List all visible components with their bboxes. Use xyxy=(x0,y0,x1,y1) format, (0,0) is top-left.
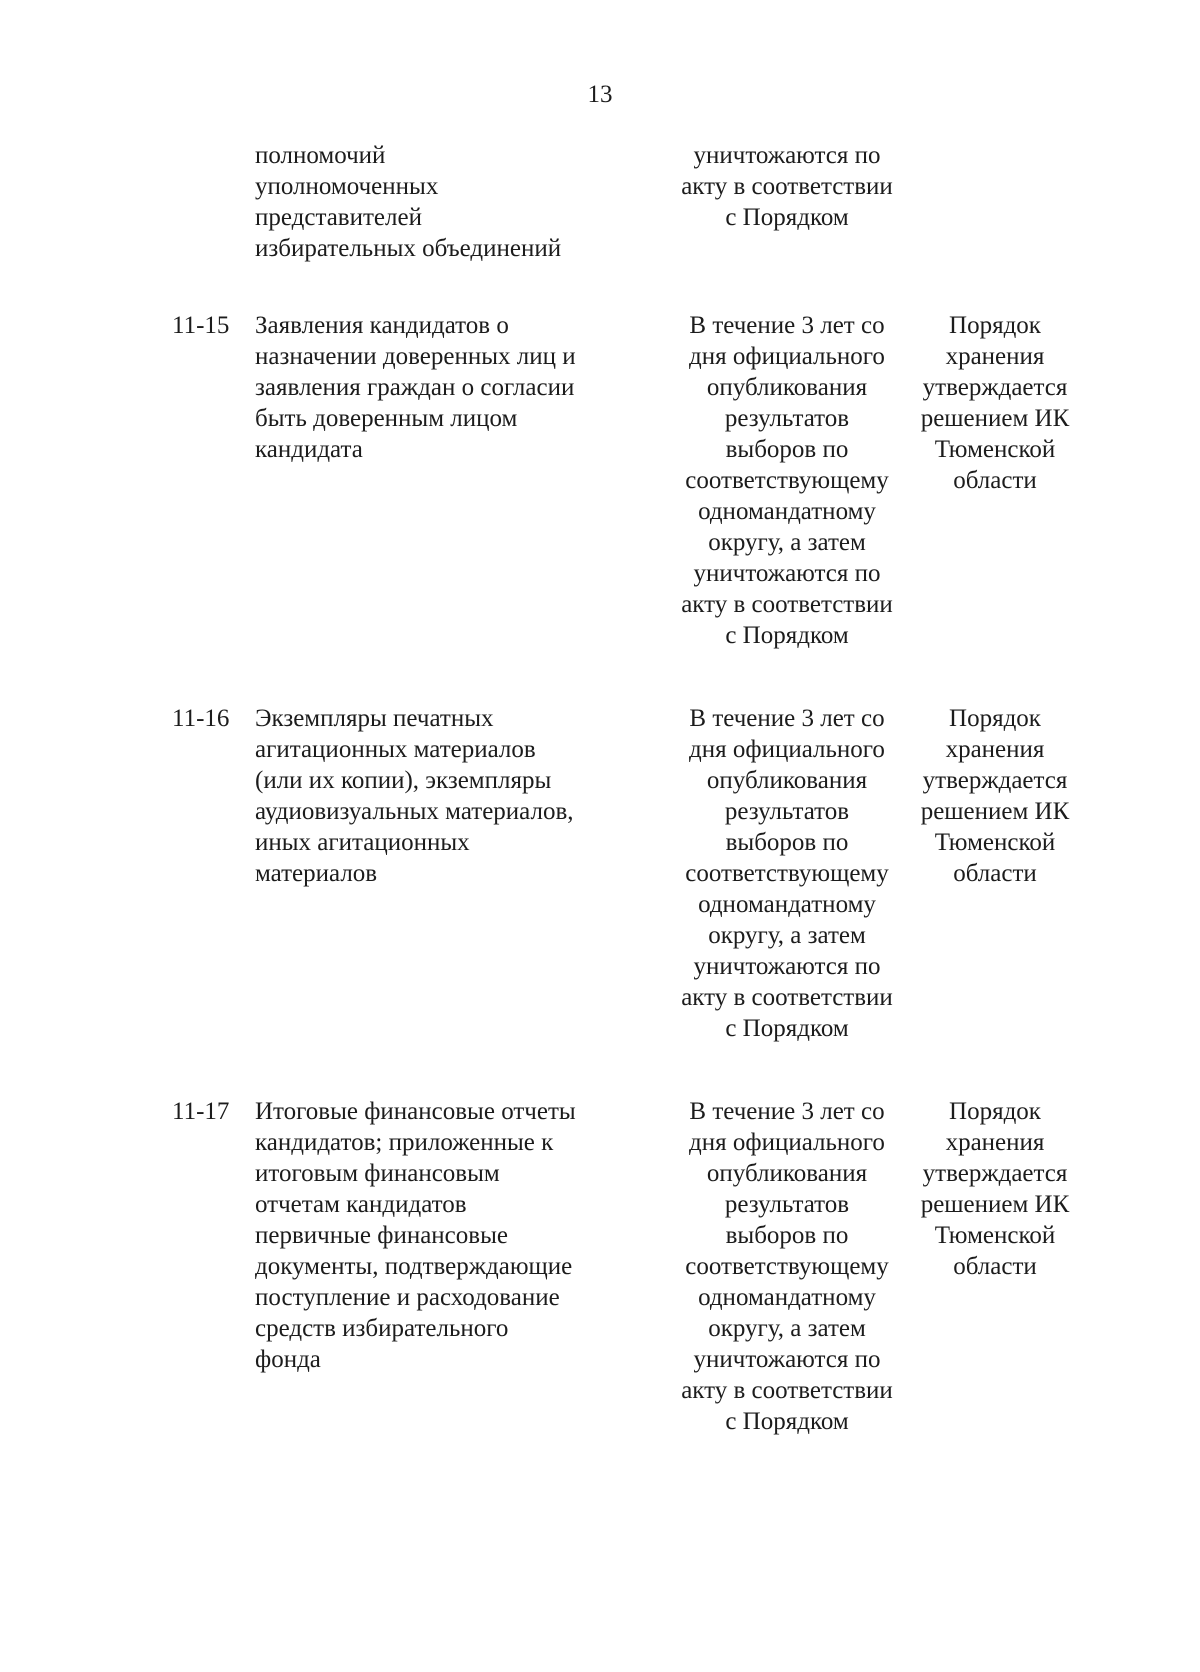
term-line: с Порядком xyxy=(725,1015,849,1042)
note-line: Порядок xyxy=(949,705,1041,732)
document-line: документы, подтверждающие xyxy=(255,1253,573,1280)
storage-term xyxy=(652,310,922,651)
term-line: уничтожаются по xyxy=(693,560,881,587)
note-line: утверждается xyxy=(922,374,1068,401)
storage-note xyxy=(905,1096,1085,1282)
note-line: области xyxy=(953,467,1037,494)
term-line: акту в соответствии xyxy=(681,173,893,200)
note-line: области xyxy=(953,860,1037,887)
note-line: Тюменской xyxy=(934,1222,1056,1249)
note-line: решением ИК xyxy=(920,405,1070,432)
note-line: хранения xyxy=(945,736,1045,763)
document-line: быть доверенным лицом xyxy=(255,405,518,432)
document-line: полномочий xyxy=(255,142,386,169)
document-title xyxy=(255,703,635,889)
term-line: В течение 3 лет со xyxy=(689,312,885,339)
term-line: выборов по xyxy=(725,1222,849,1249)
note-line: утверждается xyxy=(922,767,1068,794)
document-line: итоговым финансовым xyxy=(255,1160,500,1187)
document-line: уполномоченных xyxy=(255,173,439,200)
document-line: фонда xyxy=(255,1346,321,1373)
term-line: одномандатному xyxy=(698,891,876,918)
document-line: агитационных материалов xyxy=(255,736,536,763)
term-line: акту в соответствии xyxy=(681,591,893,618)
term-line: соответствующему xyxy=(685,860,889,887)
term-line: соответствующему xyxy=(685,467,889,494)
note-line: решением ИК xyxy=(920,798,1070,825)
term-line: округу, а затем xyxy=(708,922,866,949)
term-line: опубликования xyxy=(706,374,868,401)
document-line: средств избирательного xyxy=(255,1315,509,1342)
document-line: (или их копии), экземпляры xyxy=(255,767,552,794)
term-line: одномандатному xyxy=(698,1284,876,1311)
document-line: кандидатов; приложенные к xyxy=(255,1129,554,1156)
storage-note xyxy=(905,310,1085,496)
row-number: 11-15 xyxy=(172,312,230,339)
page-number: 13 xyxy=(587,81,613,108)
document-line: назначении доверенных лиц и xyxy=(255,343,576,370)
note-line: хранения xyxy=(945,343,1045,370)
term-line: с Порядком xyxy=(725,204,849,231)
term-line: уничтожаются по xyxy=(693,142,881,169)
term-line: акту в соответствии xyxy=(681,1377,893,1404)
term-line: дня официального xyxy=(689,1129,885,1156)
term-line: округу, а затем xyxy=(708,1315,866,1342)
storage-term xyxy=(652,140,922,233)
document-line: заявления граждан о согласии xyxy=(255,374,575,401)
document-line: Экземпляры печатных xyxy=(255,705,494,732)
term-line: с Порядком xyxy=(725,1408,849,1435)
note-line: Тюменской xyxy=(934,829,1056,856)
storage-note xyxy=(905,703,1085,889)
term-line: В течение 3 лет со xyxy=(689,1098,885,1125)
document-line: кандидата xyxy=(255,436,363,463)
term-line: округу, а затем xyxy=(708,529,866,556)
document-line: поступление и расходование xyxy=(255,1284,560,1311)
note-line: утверждается xyxy=(922,1160,1068,1187)
term-line: результатов xyxy=(724,798,850,825)
document-line: Заявления кандидатов о xyxy=(255,312,509,339)
note-line: хранения xyxy=(945,1129,1045,1156)
term-line: акту в соответствии xyxy=(681,984,893,1011)
document-line: Итоговые финансовые отчеты xyxy=(255,1098,576,1125)
storage-term xyxy=(652,703,922,1044)
term-line: опубликования xyxy=(706,767,868,794)
term-line: выборов по xyxy=(725,436,849,463)
term-line: одномандатному xyxy=(698,498,876,525)
document-line: материалов xyxy=(255,860,378,887)
note-line: Порядок xyxy=(949,312,1041,339)
storage-term xyxy=(652,1096,922,1437)
document-line: первичные финансовые xyxy=(255,1222,508,1249)
term-line: уничтожаются по xyxy=(693,953,881,980)
row-number: 11-16 xyxy=(172,705,230,732)
term-line: В течение 3 лет со xyxy=(689,705,885,732)
note-line: области xyxy=(953,1253,1037,1280)
note-line: решением ИК xyxy=(920,1191,1070,1218)
document-title xyxy=(255,1096,635,1375)
document-title xyxy=(255,310,635,465)
document-line: иных агитационных xyxy=(255,829,470,856)
document-line: аудиовизуальных материалов, xyxy=(255,798,574,825)
term-line: дня официального xyxy=(689,736,885,763)
row-number: 11-17 xyxy=(172,1098,230,1125)
document-title xyxy=(255,140,635,264)
note-line: Тюменской xyxy=(934,436,1056,463)
term-line: с Порядком xyxy=(725,622,849,649)
term-line: соответствующему xyxy=(685,1253,889,1280)
document-line: представителей xyxy=(255,204,422,231)
term-line: результатов xyxy=(724,1191,850,1218)
term-line: уничтожаются по xyxy=(693,1346,881,1373)
note-line: Порядок xyxy=(949,1098,1041,1125)
term-line: опубликования xyxy=(706,1160,868,1187)
term-line: дня официального xyxy=(689,343,885,370)
term-line: результатов xyxy=(724,405,850,432)
document-line: избирательных объединений xyxy=(255,235,562,262)
document-line: отчетам кандидатов xyxy=(255,1191,467,1218)
term-line: выборов по xyxy=(725,829,849,856)
